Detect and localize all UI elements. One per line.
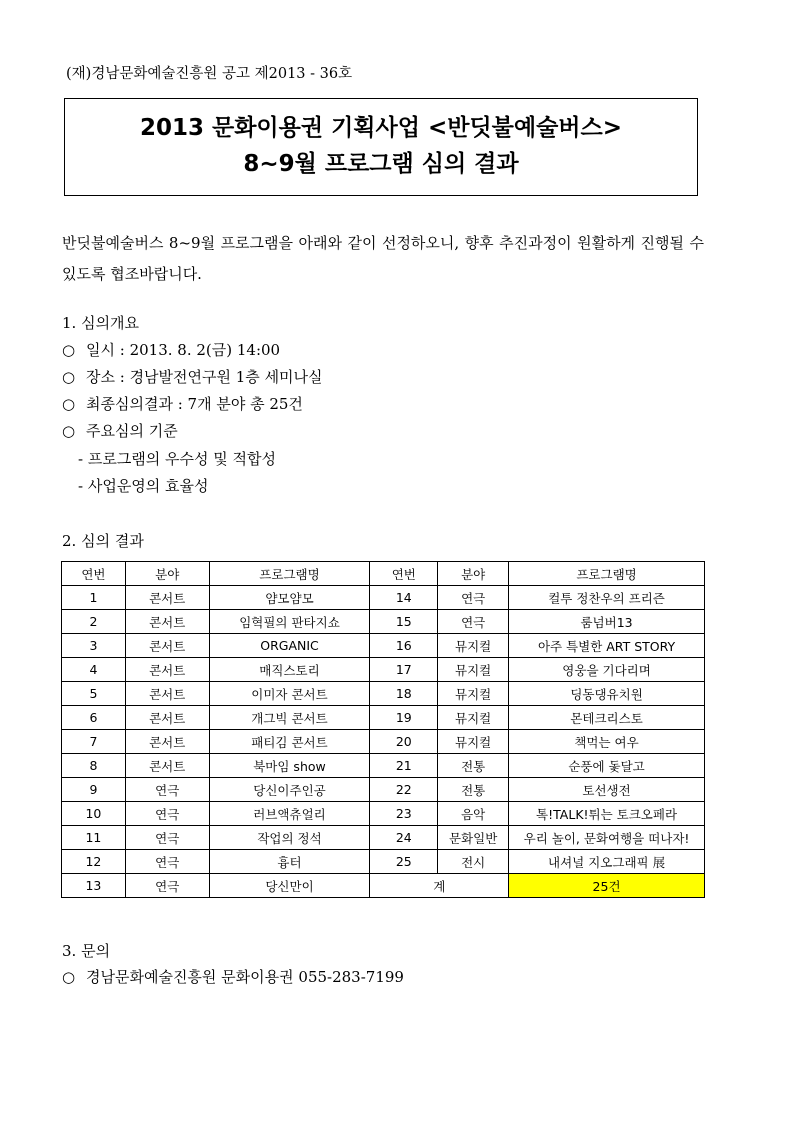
table-row (62, 586, 705, 610)
overview-item-result (62, 393, 303, 414)
title-line-2: 8~9월 프로그램 심의 결과 (243, 151, 519, 177)
table-cell: 24 (370, 826, 438, 850)
table-cell: 룸넘버13 (509, 610, 705, 634)
overview-item-place (62, 366, 323, 387)
contact-item (62, 966, 404, 987)
table-cell: 14 (370, 586, 438, 610)
result-table (61, 561, 705, 898)
table-cell: 3 (62, 634, 126, 658)
table-cell: 연극 (438, 610, 509, 634)
table-cell: 뮤지컬 (438, 730, 509, 754)
table-cell: 작업의 정석 (209, 826, 370, 850)
table-cell: 당신이주인공 (209, 778, 370, 802)
table-cell: 5 (62, 682, 126, 706)
column-header: 프로그램명 (209, 562, 370, 586)
table-cell: 뮤지컬 (438, 634, 509, 658)
table-cell: 콘서트 (125, 682, 209, 706)
overview-item-date (62, 339, 280, 360)
circle-bullet-icon: ○ (62, 422, 76, 440)
section-1-heading: 1. 심의개요 (62, 314, 140, 332)
table-row (62, 826, 705, 850)
title-box (64, 98, 698, 196)
table-cell: 21 (370, 754, 438, 778)
table-row (62, 754, 705, 778)
table-cell: 이미자 콘서트 (209, 682, 370, 706)
table-cell: 연극 (125, 826, 209, 850)
table-cell: 8 (62, 754, 126, 778)
circle-bullet-icon: ○ (62, 968, 76, 986)
table-cell: 콘서트 (125, 730, 209, 754)
table-cell: 뮤지컬 (438, 682, 509, 706)
table-cell: 전통 (438, 754, 509, 778)
table-cell: 16 (370, 634, 438, 658)
table-row (62, 778, 705, 802)
table-row (62, 634, 705, 658)
table-cell: 콘서트 (125, 610, 209, 634)
table-cell: 23 (370, 802, 438, 826)
table-cell: 20 (370, 730, 438, 754)
table-cell: 당신만이 (209, 874, 370, 898)
table-header-row (62, 562, 705, 586)
column-header: 연번 (370, 562, 438, 586)
title-line-1: 2013 문화이용권 기획사업 <반딧불예술버스> (139, 115, 623, 141)
table-cell: 순풍에 돛달고 (509, 754, 705, 778)
table-row (62, 610, 705, 634)
table-cell: 4 (62, 658, 126, 682)
table-cell: 콘서트 (125, 706, 209, 730)
table-row (62, 682, 705, 706)
table-cell: 전통 (438, 778, 509, 802)
table-cell: 연극 (125, 802, 209, 826)
table-row (62, 874, 705, 898)
table-cell: 뮤지컬 (438, 658, 509, 682)
table-cell: 1 (62, 586, 126, 610)
table-cell: 문화일반 (438, 826, 509, 850)
table-cell: 연극 (438, 586, 509, 610)
overview-text: 최종심의결과 : 7개 분야 총 25건 (86, 395, 303, 413)
column-header: 분야 (125, 562, 209, 586)
table-cell: 북마임 show (209, 754, 370, 778)
column-header: 프로그램명 (509, 562, 705, 586)
table-cell: 10 (62, 802, 126, 826)
table-row (62, 850, 705, 874)
table-cell: 토선생전 (509, 778, 705, 802)
table-cell: 딩동댕유치원 (509, 682, 705, 706)
overview-text: 장소 : 경남발전연구원 1층 세미나실 (86, 368, 323, 386)
overview-text: 주요심의 기준 (86, 422, 178, 440)
table-cell: 7 (62, 730, 126, 754)
table-cell: 6 (62, 706, 126, 730)
notice-number: (재)경남문화예술진흥원 공고 제2013 - 36호 (66, 66, 353, 82)
table-body (62, 586, 705, 898)
table-cell: 연극 (125, 778, 209, 802)
table-cell: 18 (370, 682, 438, 706)
table-cell: 컬투 정찬우의 프리즌 (509, 586, 705, 610)
section-3-heading: 3. 문의 (62, 942, 111, 960)
table-cell: 13 (62, 874, 126, 898)
table-cell: 11 (62, 826, 126, 850)
column-header: 연번 (62, 562, 126, 586)
table-row (62, 730, 705, 754)
table-cell: 뮤지컬 (438, 706, 509, 730)
table-cell: 19 (370, 706, 438, 730)
overview-item-criteria (62, 420, 178, 441)
table-row (62, 706, 705, 730)
table-cell: 책먹는 여우 (509, 730, 705, 754)
table-cell: 연극 (125, 874, 209, 898)
table-cell: 톡!TALK!튀는 토크오페라 (509, 802, 705, 826)
intro-paragraph: 반딧불예술버스 8~9월 프로그램을 아래와 같이 선정하오니, 향후 추진과정이 원활하게 진행될 수 있도록 협조바랍니다. (62, 234, 704, 283)
table-cell: 22 (370, 778, 438, 802)
table-cell: 25 (370, 850, 438, 874)
table-cell: 패티김 콘서트 (209, 730, 370, 754)
table-row (62, 658, 705, 682)
table-cell: 2 (62, 610, 126, 634)
table-cell: 흉터 (209, 850, 370, 874)
table-cell: 9 (62, 778, 126, 802)
table-cell: 임혁필의 판타지쇼 (209, 610, 370, 634)
table-cell: 매직스토리 (209, 658, 370, 682)
table-cell: 러브액츄얼리 (209, 802, 370, 826)
column-header: 분야 (438, 562, 509, 586)
table-cell: 아주 특별한 ART STORY (509, 634, 705, 658)
contact-text: 경남문화예술진흥원 문화이용권 055-283-7199 (86, 968, 404, 986)
criteria-item: - 사업운영의 효율성 (78, 477, 209, 495)
table-cell: 12 (62, 850, 126, 874)
section-2-heading: 2. 심의 결과 (62, 532, 144, 550)
table-cell: 콘서트 (125, 634, 209, 658)
table-cell: 영웅을 기다리며 (509, 658, 705, 682)
table-cell: 개그빅 콘서트 (209, 706, 370, 730)
table-row (62, 802, 705, 826)
table-cell: 연극 (125, 850, 209, 874)
circle-bullet-icon: ○ (62, 368, 76, 386)
table-cell: 몬테크리스토 (509, 706, 705, 730)
table-cell: ORGANIC (209, 634, 370, 658)
total-label-cell: 계 (370, 874, 509, 898)
table-cell: 콘서트 (125, 658, 209, 682)
table-cell: 음악 (438, 802, 509, 826)
overview-text: 일시 : 2013. 8. 2(금) 14:00 (86, 341, 281, 359)
table-cell: 콘서트 (125, 754, 209, 778)
table-cell: 콘서트 (125, 586, 209, 610)
table-cell: 우리 놀이, 문화여행을 떠나자! (509, 826, 705, 850)
criteria-item: - 프로그램의 우수성 및 적합성 (78, 450, 277, 468)
total-value-cell: 25건 (509, 874, 705, 898)
circle-bullet-icon: ○ (62, 341, 76, 359)
table-cell: 내셔널 지오그래픽 展 (509, 850, 705, 874)
table-cell: 얌모얌모 (209, 586, 370, 610)
table-cell: 17 (370, 658, 438, 682)
table-cell: 전시 (438, 850, 509, 874)
table-cell: 15 (370, 610, 438, 634)
circle-bullet-icon: ○ (62, 395, 76, 413)
